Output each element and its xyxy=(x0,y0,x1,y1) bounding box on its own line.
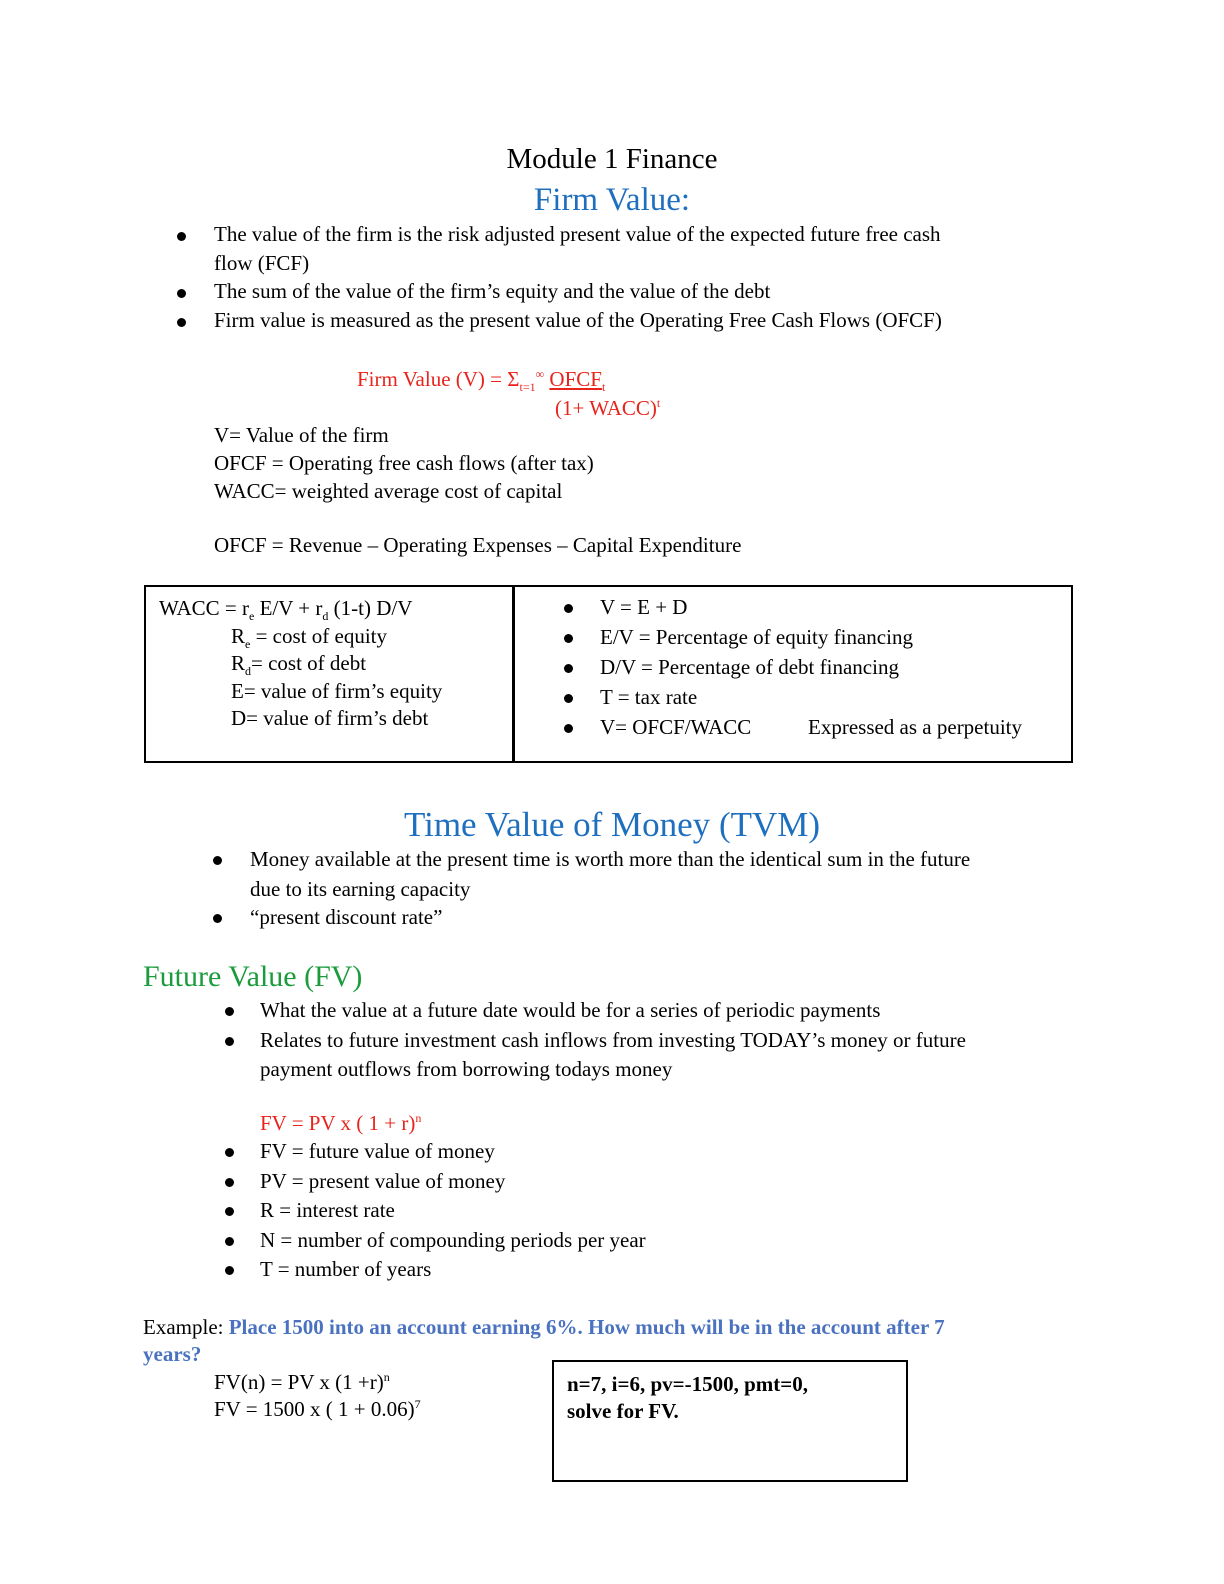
example-calculation: FV = 1500 x ( 1 + 0.06)$^7$ xyxy=(214,1397,421,1421)
definition-wacc: WACC= weighted average cost of capital xyxy=(214,479,563,503)
ofcf-formula: OFCF = Revenue – Operating Expenses – Capital Expenditure xyxy=(214,533,742,557)
wacc-d: D= value of firm’s debt xyxy=(231,706,429,730)
example-formula: FV(n) = PV x $(1 +r)^n$ xyxy=(214,1370,390,1394)
firm-value-formula: Firm Value $(V) = \Sigma_{t=1}^\infty$ $OFCF_t$ xyxy=(357,367,606,395)
tvm-heading: Time Value of Money (TVM) xyxy=(403,805,821,844)
firm-value-bullet-continuation: flow (FCF) xyxy=(214,251,310,275)
firm-value-formula-denominator: (1+ WACC)$^t$ xyxy=(555,396,661,420)
fv-formula: FV = PV x ( 1 + r)$^n$ xyxy=(260,1111,422,1135)
firm-value-heading: Firm Value: xyxy=(533,182,691,218)
calculator-instruction: solve for FV. xyxy=(567,1399,679,1423)
calculator-inputs: n=7, i=6, pv=-1500, pmt=0, xyxy=(567,1372,808,1396)
perpetuity-note: Expressed as a perpetuity xyxy=(808,715,1023,739)
fv-bullet-continuation: payment outflows from borrowing todays money xyxy=(260,1057,673,1081)
fv-heading: Future Value (FV) xyxy=(143,960,363,993)
example-question-continuation: years? xyxy=(143,1342,202,1366)
wacc-rd: $R_d= \cos t$ of debt xyxy=(231,651,367,679)
definition-v: V= Value of the firm xyxy=(214,423,389,447)
wacc-re: $R_e = \cos t$ of equity xyxy=(231,624,387,652)
tvm-bullet-continuation: due to its earning capacity xyxy=(250,877,471,901)
definition-ofcf: OFCF = Operating free cash flows (after tax) xyxy=(214,451,594,475)
page-title: Module 1 Finance xyxy=(506,143,718,175)
wacc-e: E= value of firm’s equity xyxy=(231,679,443,703)
wacc-formula: WACC = $r_e$ $E/V + r_d$ (1-t) D/V xyxy=(159,596,413,624)
example-question: Example: Place 1500 into an account earning 6%. How much will be in the account after 7 xyxy=(143,1315,945,1339)
